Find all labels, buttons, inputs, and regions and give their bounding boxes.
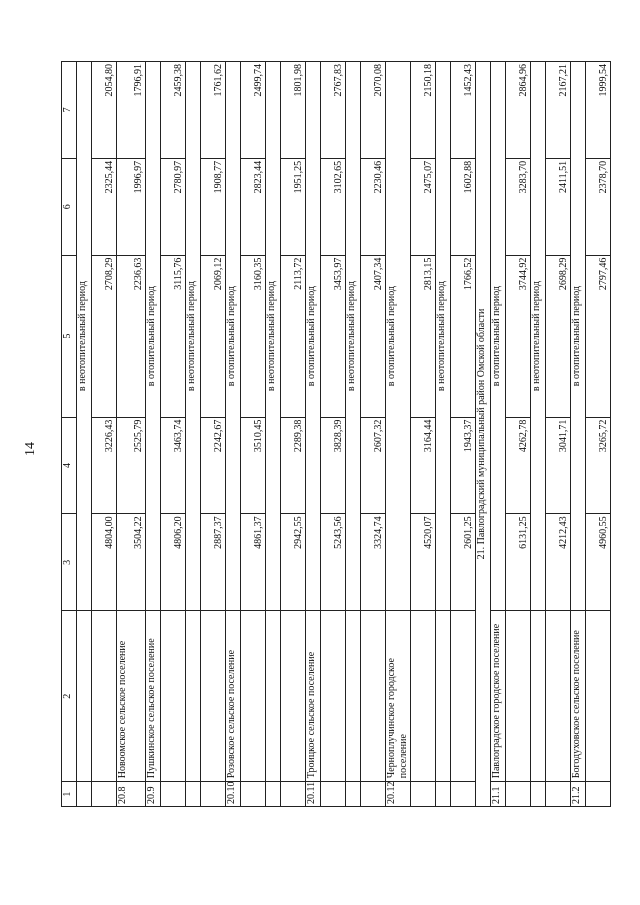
- tariff-value: 2499,74: [241, 62, 266, 159]
- tariff-value: 1766,52: [451, 255, 476, 417]
- tariff-value: 3226,43: [92, 417, 117, 514]
- row-number-cell: [266, 782, 281, 807]
- settlement-name: Пушкинское сельское поселение: [146, 611, 161, 782]
- tariff-value: 3283,70: [506, 158, 531, 255]
- row-number: [546, 782, 571, 807]
- tariff-value: 2698,29: [546, 255, 571, 417]
- settlement-name: Розовское сельское поселение: [226, 611, 241, 782]
- table-row: [117, 62, 146, 807]
- period-label: в отопительный период: [146, 62, 161, 611]
- tariff-value: 4861,37: [241, 514, 266, 611]
- tariff-value: 4262,78: [506, 417, 531, 514]
- column-header: 1: [62, 782, 77, 807]
- rotated-table-container: [61, 61, 612, 807]
- row-number: 20.10: [226, 782, 241, 807]
- row-number: [586, 782, 611, 807]
- tariff-value: 2459,38: [161, 62, 186, 159]
- row-number: [321, 782, 346, 807]
- settlement-name: [201, 611, 226, 782]
- settlement-name: [506, 611, 531, 782]
- tariff-value: 3115,76: [161, 255, 186, 417]
- table-row: [281, 62, 306, 807]
- settlement-name: [411, 611, 436, 782]
- table-row: [411, 62, 436, 807]
- table-row: [451, 62, 476, 807]
- tariff-value: 6131,25: [506, 514, 531, 611]
- settlement-name-cell: [266, 611, 281, 782]
- row-number: [92, 782, 117, 807]
- tariff-value: 2601,25: [451, 514, 476, 611]
- tariff-value: 4806,20: [161, 514, 186, 611]
- tariff-value: 3504,22: [117, 514, 146, 611]
- tariff-value: 2325,44: [92, 158, 117, 255]
- tariff-value: 2069,12: [201, 255, 226, 417]
- table-row: [241, 62, 266, 807]
- page-number: 14: [23, 442, 38, 456]
- table-row: [506, 62, 531, 807]
- tariff-value: 1761,62: [201, 62, 226, 159]
- row-number-cell: [436, 782, 451, 807]
- table-row: [321, 62, 346, 807]
- settlement-name: [546, 611, 571, 782]
- column-header: 5: [62, 255, 77, 417]
- table-row: [226, 62, 241, 807]
- row-number: [506, 782, 531, 807]
- row-number: [161, 782, 186, 807]
- tariff-value: 2407,34: [361, 255, 386, 417]
- settlement-name: [281, 611, 306, 782]
- column-header: 3: [62, 514, 77, 611]
- table-row: [92, 62, 117, 807]
- settlement-name: [586, 611, 611, 782]
- tariff-value: 3463,74: [161, 417, 186, 514]
- row-number-cell: [531, 782, 546, 807]
- tariff-value: 2070,08: [361, 62, 386, 159]
- tariff-value: 2780,97: [161, 158, 186, 255]
- row-number: 21.2: [571, 782, 586, 807]
- tariff-value: 3324,74: [361, 514, 386, 611]
- tariff-value: 2607,32: [361, 417, 386, 514]
- tariff-value: 1996,97: [117, 158, 146, 255]
- period-label: в неотопительный период: [77, 62, 92, 611]
- row-number-cell: [186, 782, 201, 807]
- tariff-value: 1999,54: [586, 62, 611, 159]
- settlement-name: Троицкое сельское поселение: [306, 611, 321, 782]
- column-header: 4: [62, 417, 77, 514]
- row-number: [241, 782, 266, 807]
- row-number: [411, 782, 436, 807]
- tariff-value: 2242,67: [201, 417, 226, 514]
- table-row: [476, 62, 491, 807]
- settlement-name: [451, 611, 476, 782]
- tariff-value: 2054,80: [92, 62, 117, 159]
- settlement-name: Черноплучинское городское поселение: [386, 611, 411, 782]
- column-header: 2: [62, 611, 77, 782]
- tariff-value: 4804,00: [92, 514, 117, 611]
- settlement-name: Новоомское сельское поселение: [117, 611, 146, 782]
- table-row: [571, 62, 586, 807]
- tariff-value: 2708,29: [92, 255, 117, 417]
- row-number: 21.1: [491, 782, 506, 807]
- column-header: 6: [62, 158, 77, 255]
- tariff-table: [61, 61, 611, 807]
- tariff-value: 2289,38: [281, 417, 306, 514]
- table-row: [186, 62, 201, 807]
- period-label: в отопительный период: [226, 62, 241, 611]
- table-row: [586, 62, 611, 807]
- tariff-value: 4212,43: [546, 514, 571, 611]
- tariff-value: 2150,18: [411, 62, 436, 159]
- period-label: в неотопительный период: [186, 62, 201, 611]
- period-label: в неотопительный период: [436, 62, 451, 611]
- tariff-value: 3453,97: [321, 255, 346, 417]
- tariff-value: 3164,44: [411, 417, 436, 514]
- row-number-cell: [77, 782, 92, 807]
- tariff-value: 3041,71: [546, 417, 571, 514]
- row-number: [361, 782, 386, 807]
- table-row: [201, 62, 226, 807]
- row-number: 20.11: [306, 782, 321, 807]
- tariff-value: 1801,98: [281, 62, 306, 159]
- table-row: [491, 62, 506, 807]
- column-header: 7: [62, 62, 77, 159]
- table-row: [161, 62, 186, 807]
- table-row: [531, 62, 546, 807]
- tariff-value: 3828,39: [321, 417, 346, 514]
- settlement-name: [361, 611, 386, 782]
- tariff-value: 1908,77: [201, 158, 226, 255]
- tariff-value: 1602,88: [451, 158, 476, 255]
- row-number: 20.12: [386, 782, 411, 807]
- period-label: в неотопительный период: [531, 62, 546, 611]
- period-label: в отопительный период: [571, 62, 586, 611]
- table-body: [62, 62, 611, 807]
- row-number: 20.8: [117, 782, 146, 807]
- tariff-value: 2797,46: [586, 255, 611, 417]
- column-number-row: [62, 62, 77, 807]
- tariff-value: 5243,56: [321, 514, 346, 611]
- settlement-name-cell: [77, 611, 92, 782]
- tariff-value: 3102,65: [321, 158, 346, 255]
- table-row: [77, 62, 92, 807]
- settlement-name: [241, 611, 266, 782]
- tariff-value: 2378,70: [586, 158, 611, 255]
- settlement-name-cell: [186, 611, 201, 782]
- settlement-name: Павлоградское городское поселение: [491, 611, 506, 782]
- tariff-value: 2864,96: [506, 62, 531, 159]
- tariff-value: 3510,45: [241, 417, 266, 514]
- tariff-value: 2813,15: [411, 255, 436, 417]
- table-row: [361, 62, 386, 807]
- table-row: [546, 62, 571, 807]
- table-row: [146, 62, 161, 807]
- period-label: в неотопительный период: [266, 62, 281, 611]
- row-number-cell: [346, 782, 361, 807]
- tariff-value: 2887,37: [201, 514, 226, 611]
- settlement-name: [92, 611, 117, 782]
- table-row: [436, 62, 451, 807]
- table-row: [346, 62, 361, 807]
- tariff-value: 3160,35: [241, 255, 266, 417]
- settlement-name: Богодуховское сельское поселение: [571, 611, 586, 782]
- tariff-value: 1796,91: [117, 62, 146, 159]
- tariff-value: 2236,63: [117, 255, 146, 417]
- tariff-value: 2823,44: [241, 158, 266, 255]
- row-number: [451, 782, 476, 807]
- table-row: [386, 62, 411, 807]
- row-number: [201, 782, 226, 807]
- period-label: в неотопительный период: [346, 62, 361, 611]
- tariff-value: 2230,46: [361, 158, 386, 255]
- settlement-name-cell: [346, 611, 361, 782]
- settlement-name-cell: [531, 611, 546, 782]
- tariff-value: 1452,43: [451, 62, 476, 159]
- tariff-value: 4960,55: [586, 514, 611, 611]
- row-number: [281, 782, 306, 807]
- tariff-value: 2942,55: [281, 514, 306, 611]
- settlement-name: [321, 611, 346, 782]
- tariff-value: 4520,07: [411, 514, 436, 611]
- tariff-value: 1943,37: [451, 417, 476, 514]
- table-row: [306, 62, 321, 807]
- settlement-name: [161, 611, 186, 782]
- tariff-value: 2475,07: [411, 158, 436, 255]
- row-number: 20.9: [146, 782, 161, 807]
- settlement-name-cell: [436, 611, 451, 782]
- tariff-value: 2113,72: [281, 255, 306, 417]
- tariff-value: 2767,83: [321, 62, 346, 159]
- period-label: в отопительный период: [491, 62, 506, 611]
- tariff-value: 2167,21: [546, 62, 571, 159]
- tariff-value: 2411,51: [546, 158, 571, 255]
- tariff-value: 3744,92: [506, 255, 531, 417]
- period-label: в отопительный период: [386, 62, 411, 611]
- tariff-value: 3265,72: [586, 417, 611, 514]
- tariff-value: 2525,79: [117, 417, 146, 514]
- period-label: в отопительный период: [306, 62, 321, 611]
- district-section-title: 21. Павлоградский муниципальный район Омской области: [476, 62, 491, 807]
- tariff-value: 1951,25: [281, 158, 306, 255]
- table-row: [266, 62, 281, 807]
